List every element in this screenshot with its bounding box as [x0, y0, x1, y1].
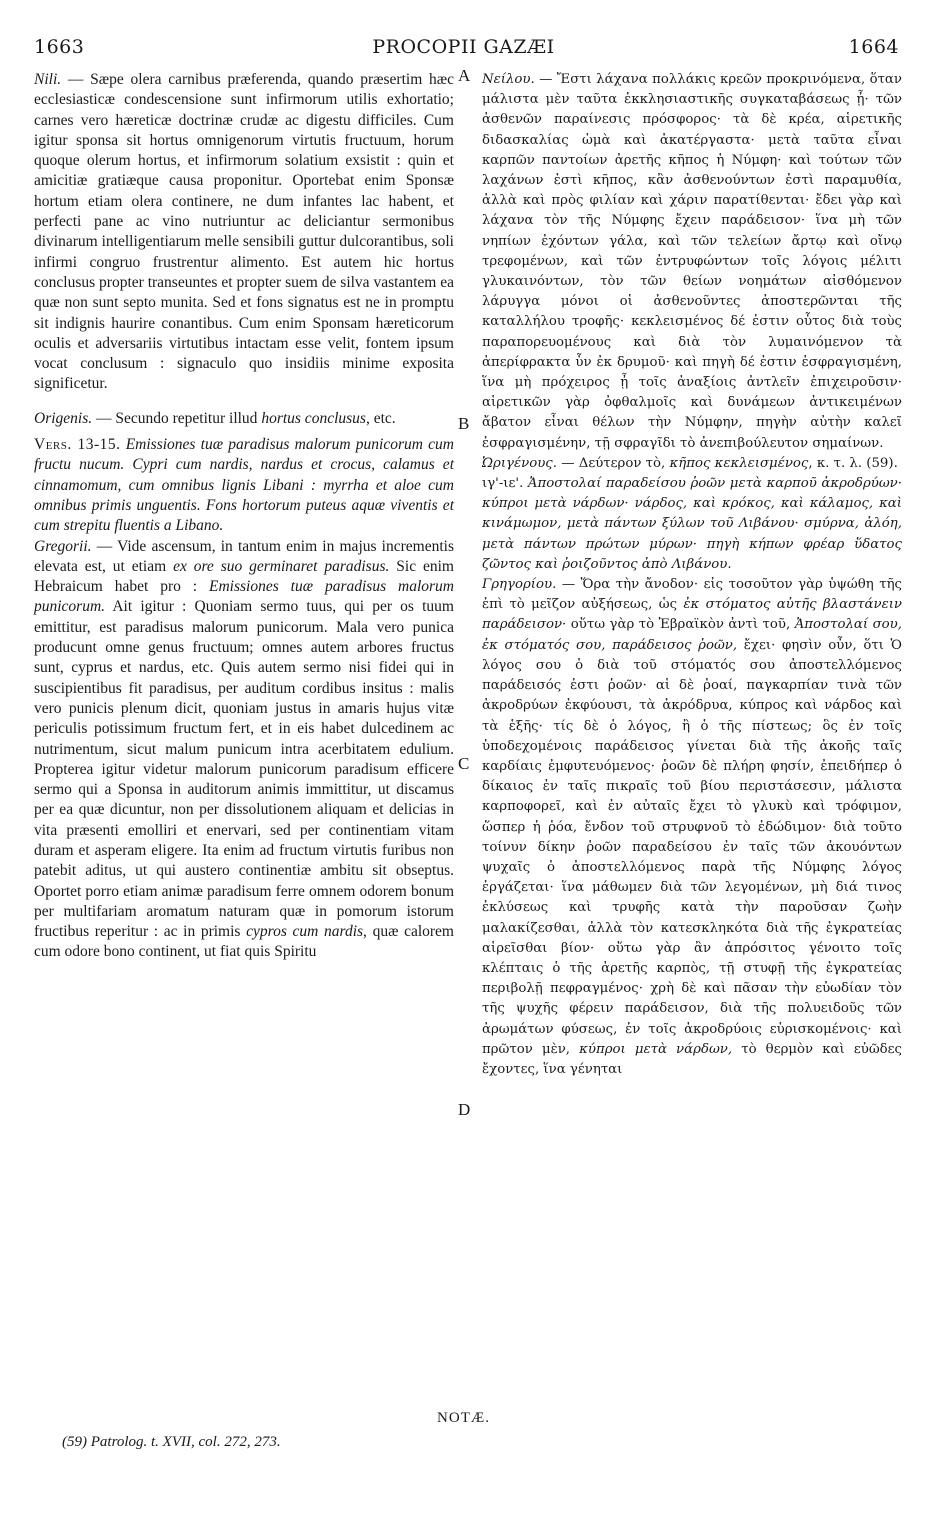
greek-paragraph-origenis — [482, 454, 902, 474]
margin-marker-c: C — [458, 754, 470, 773]
footnote: (59) Patrolog. t. XVII, col. 272, 273. — [62, 1434, 281, 1450]
page-title: PROCOPII GAZÆI — [372, 36, 555, 58]
latin-author-label: Nili. — [34, 71, 62, 88]
greek-text-italic: ἐκ στόματος αὐτῆς βλαστάνειν παράδεισον· — [482, 597, 903, 633]
page-number-right: 1664 — [848, 36, 899, 58]
greek-column — [482, 70, 902, 1080]
page-number-left: 1663 — [34, 36, 85, 58]
latin-text: Ait igitur : Quoniam sermo tuus, qui per os tuum emittitur, est paradisus malorum punicorum. Mala vero punica producunt omne genus fructuum; omnes autem arbores fructus sunt, cyprus et nardus, etc. Quis autem sermo nisi fidei qui in suscipientibus fit paradisus, per auditum cordibus insitus : malis vero punicis plenum dicit, quoniam justus in amaris hujus vitæ periculis potissimum fructum fert, et in eis habet dulcedinem ac nutrimentum, sicut malum punicum intra acerbitatem edulium. Propterea igitur videtur malorum punicorum paradisum efficere sermo qui a Sponsa in auditorum animis immittitur, ut discamus per ea quæ dicuntur, non per dissolutionem aliquam et delicias in vita præsenti emolliri et enervari, sed per continentiam vitam duram et asperam eligere. Ita enim ad fructum virtutis furibus non patebit aditus, ut qui austero continentiæ ambitu sit obseptus. Oportet porro etiam animæ paradisum ferre omnem odorem bonum per multifariam aromatum naturam quæ in pomorum istorum fructibus reperitur : ac in primis — [34, 598, 454, 941]
notes-heading: NOTÆ. — [437, 1410, 490, 1426]
latin-text: — Vide ascensum, in tantum enim in majus incrementis elevata est, ut etiam — [34, 537, 454, 575]
latin-text-italic: cypros cum nardis — [246, 923, 364, 941]
latin-author-label: Gregorii. — [34, 537, 92, 555]
latin-column — [34, 70, 454, 963]
latin-text-italic: Emissiones tuæ paradisus malorum punicorum. — [34, 578, 455, 616]
latin-paragraph-gregorii — [34, 537, 454, 963]
latin-text: — Secundo repetitur illud — [92, 409, 262, 427]
greek-text-italic: κῆπος κεκλεισμένος — [669, 455, 809, 471]
greek-author-label: Γρηγορίου. — [482, 577, 557, 593]
margin-marker-d: D — [458, 1100, 471, 1119]
greek-paragraph-nilus — [482, 70, 902, 454]
latin-paragraph-nilus — [34, 70, 454, 395]
latin-paragraph-origenis — [34, 409, 454, 429]
greek-text: τὸ θερμὸν καὶ εὐῶδες ἔχοντες, ἵνα γένηται — [482, 1041, 903, 1077]
latin-verse-text: Emissiones tuæ paradisus malorum punicorum cum fructu nucum. Cypri cum nardis, nardus et crocus, calamus et cinnamomum, cum omnibus lignis Libani : myrrha et aloe cum omnibus primis unguentis. Fons hortorum puteus aquæ viventis et cum strepitu fluentis a Libano. — [34, 436, 455, 535]
margin-marker-b: B — [458, 414, 470, 433]
latin-verse-label: Vers. 13-15. — [34, 436, 121, 454]
greek-text-italic: κύπροι μετὰ νάρδων, — [579, 1041, 733, 1057]
greek-paragraph-gregorii — [482, 575, 902, 1080]
greek-verse-label: ιγ'-ιε'. — [482, 476, 524, 492]
greek-author-label: Ὠριγένους. — [482, 455, 557, 471]
latin-text: — Sæpe olera carnibus præferenda, quando præsertim hæc ecclesiasticæ condescensione sunt infirmorum utilis exhortatio; carnes vero hæreticæ doctrinæ crudæ ac digestu difficiles. Cum igitur sponsa sit hortus omnigenorum virtutis fructuum, horum quoque olerum hortus, et infirmorum solatium exsistit : quin et amicitiæ gratiæque causa proponitur. Oportebat enim Sponsæ hortum etiam olera continere, ne dum infantes lac habent, et perfecti pane ac vino nutriuntur ac deliciantur sermonibus divinarum intelligentiarum melle sensibili guttur dulcorantibus, soli infirmi congruo frustrentur alimento. Est autem hic hortus conclusus propter transeuntes et propter suem de silva vastantem ea quæ non sunt septo munita. Sed et fons signatus est ne in promptu sit indignis haurire conantibus. Cum enim Sponsam hæreticorum oculis et adversariis virtutibus intactam esse velit, fontem ipsum vocat conclusum : signaculo quo insidiis minime exposita significetur. — [34, 71, 454, 393]
latin-text: , etc. — [365, 409, 396, 427]
latin-paragraph-verse — [34, 435, 454, 536]
greek-text: , κ. τ. λ. (59). — [808, 455, 898, 471]
greek-text-italic: Ἀποστολαί σου, ἐκ στόματός σου, παράδεισος ῥοῶν, — [482, 617, 902, 653]
greek-verse-text: Ἀποστολαί παραδείσου ῥοῶν μετὰ καρποῦ ἀκροδρύων· κύπροι μετὰ νάρδων· νάρδος, καὶ κρόκος, καὶ κάλαμος, καὶ κινάμωμον, μετὰ πάντων ξύλων τοῦ Λιβάνου· σμύρνα, ἀλόη, μετὰ πάντων πρώτων μύρων· πηγὴ κήπων φρέαρ ὕδατος ζῶντος καὶ ῥοιζοῦντος ἀπὸ Λιβάνου. — [482, 476, 902, 572]
greek-text: οὕτω γὰρ τὸ Ἑβραϊκὸν ἀντὶ τοῦ, — [566, 617, 795, 633]
latin-text-italic: hortus conclusus — [261, 409, 366, 427]
greek-text: — Ἔστι λάχανα πολλάκις κρεῶν προκρινόμενα, ὅταν μάλιστα μὲν ταῦτα ἐκκλησιαστικῆς συγκαταβάσεως ᾖ· τῶν ἀσθενῶν παραίνεσις πρόσφορος· τὰ δὲ κρέα, αἱρετικῆς διδασκαλίας ὠμὰ καὶ ἀκατέργαστα· μετὰ ταῦτα εἶναι καρπῶν παντοίων ἀρετῆς κῆπος ἡ Νύμφη· καὶ τούτων τῶν λαχάνων ἐστὶ κῆπος, κἂν ἀσθενούντων ἐστὶ παραμυθία, ἀλλὰ καὶ πρὸς φιλίαν καὶ χάριν παρατίθενται· ἔδει γὰρ καὶ λάχανα τὸν τῆς Νύμφης ἔχειν παράδεισον· ἵνα μὴ τῶν νηπίων ἐχόντων γάλα, καὶ τῶν τελείων ἄρτῳ καὶ οἴνῳ τρεφομένων, καὶ τῶν ἐντρυφώντων τοῖς λόγοις μέλιτι γλυκαινόντων, τὸν τῶν θείων νοημάτων αἰσθόμενον λάρυγγα μόνοι οἱ ἀσθενοῦντες ἀποστερῶνται τῆς καταλλήλου τροφῆς· κεκλεισμένος δέ ἐστιν οὗτος διὰ τοὺς παραπορευομένους καὶ διὰ τὸν λυμαινόμενον τὰ ἀπερίφρακτα ὗν ἐκ δρυμοῦ· καὶ πηγὴ δέ ἐστιν ἐσφραγισμένη, ἵνα μὴ πρόχειρος ᾖ τοῖς ἀναξίοις ἀντλεῖν ἐπιχειροῦσιν· αἱρετικῶν γὰρ ὀφθαλμοῖς καὶ δυνάμεων ἀντικειμένων ἄβατον εἶναι θέλων τὴν Νύμφην, πηγὴν αὐτὴν καλεῖ ἐσφραγισμένην, τῇ σφραγῖδι τὸ ἀνεπιβούλευτον σημαίνων. — [482, 72, 902, 451]
latin-text-italic: ex ore suo germinaret paradisus. — [173, 557, 390, 575]
greek-text: — Ὅρα τὴν ἄνοδον· εἰς τοσοῦτον γὰρ ὑψώθη τῆς ἐπὶ τὸ μεῖζον αὐξήσεως, ὡς — [482, 577, 902, 613]
margin-marker-a: A — [458, 66, 471, 85]
latin-text: , quæ calorem cum odore bono continent, ut fiat quis Spiritu — [34, 923, 454, 961]
latin-author-label: Origenis. — [34, 409, 93, 427]
greek-author-label: Νείλου. — [482, 72, 535, 87]
greek-text: ἔχει· φησὶν οὖν, ὅτι Ὁ λόγος σου ὁ διὰ τοῦ στόματός σου ἀποστελλόμενος παράδεισός ἐστι ῥοῶν· αἱ δὲ ῥοαί, παγκαρπίαν τινὰ τῶν ἀκροδρύων ἐκφύουσι, τὰ ἀκρόδρυα, κύπρος καὶ νάρδος καὶ τὰ ἑξῆς· τίς δὲ ὁ λόγος, ἢ ὁ τῆς πίστεως; ὃς ἐν τοῖς ὑποδεχομένοις παράδεισος γίνεται διὰ τῆς ἀκοῆς ταῖς καρδίαις ἐμφυτευόμενος· ῥοῶν δὲ πλήρη φησίν, ἐπειδήπερ ὁ δίκαιος ἐν ταῖς πικραῖς τοῦ βίου περιστάσεσιν, μάλιστα καρποφορεῖ, καὶ ἐν αὐταῖς ἔχει τὸ γλυκὺ καὶ τρόφιμον, ὥσπερ ἡ ῥόα, ἔνδον τοῦ στρυφνοῦ τὸ ἐδώδιμον· διὰ τοῦτο τοίνυν δίκην ῥοῶν παραδείσου ἐν ταῖς τῶν ἀκουόντων ψυχαῖς ὁ ἀποστελλόμενος παρὰ τῆς Νύμφης λόγος ἐργάζεται· ἵνα μάθωμεν διὰ τῶν λεγομένων, μὴ διά τινος ἐκλύσεως καὶ τρυφῆς κατὰ τὴν παροῦσαν ζωὴν μαλακίζεσθαι, ἀλλὰ τὸν κατεσκληκότα διὰ τῆς ἐγκρατείας αἱρεῖσθαι βίον· οὕτω γὰρ ἂν ἀπρόσιτος γένοιτο τοῖς κλέπταις ὁ τῆς ἀρετῆς καρπὸς, τῇ στυφῇ τῆς ἐγκρατείας περιβολῇ πεφραγμένος· χρὴ δὲ καὶ πᾶσαν τὴν εὐωδίαν τὸν τῆς ψυχῆς φέρειν παράδεισον, διὰ τῆς πολυειδοῦς τῶν ἀρωμάτων φύσεως, ἐν τοῖς ἀκροδρύοις εὑρισκομένοις· καὶ πρῶτον μὲν, — [482, 637, 902, 1057]
greek-paragraph-verse — [482, 474, 902, 575]
latin-text: Sic enim Hebraicum habet pro : — [34, 557, 454, 596]
greek-text: — Δεύτερον τὸ, — [556, 455, 670, 471]
